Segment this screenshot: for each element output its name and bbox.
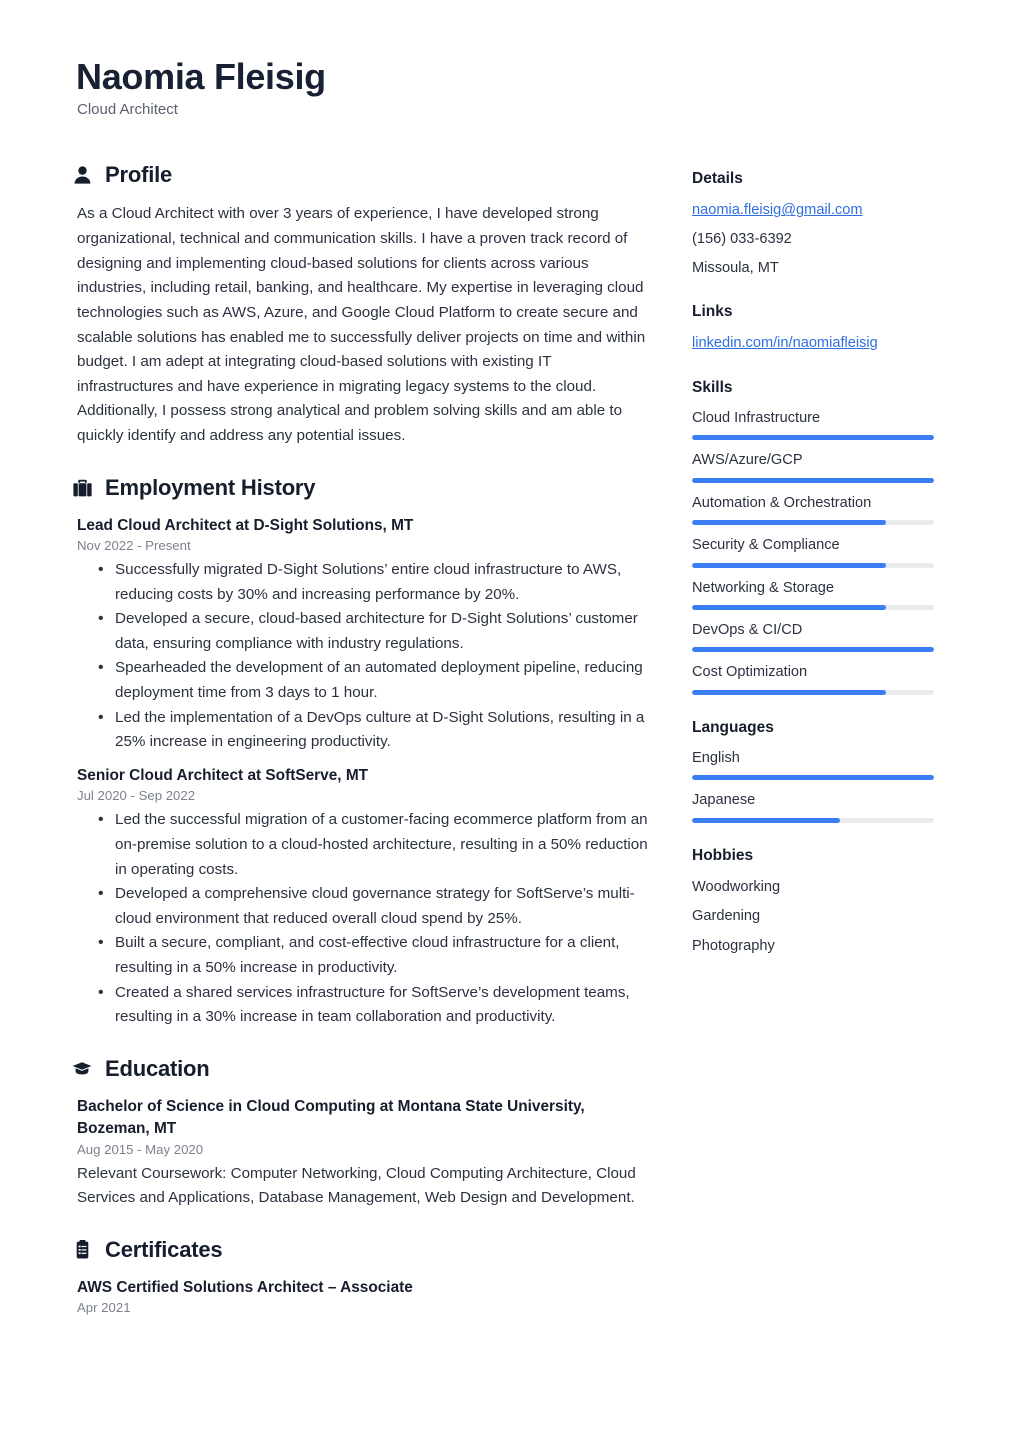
clipboard-icon [72,1239,92,1261]
section-profile [72,162,650,448]
skill-item [692,620,936,652]
profile-body [72,202,650,448]
skill-label: DevOps & CI/CD [692,621,803,638]
certificates-heading-row [72,1237,650,1263]
bullet-item: • Developed a comprehensive cloud governance strategy for SoftServe’s multi-cloud environment that reduced overall cloud spend by 25%. [115,882,650,931]
bullet-item: • Developed a secure, cloud-based architecture for D-Sight Solutions’ customer data, ensuring compliance with industry regulations. [115,607,650,656]
skill-level-fill [692,690,886,695]
skill-level-track [692,435,934,440]
candidate-job-title: Cloud Architect [77,101,178,119]
education-entry-date: Aug 2015 - May 2020 [77,1141,204,1157]
skill-label: Cloud Infrastructure [692,409,821,426]
employment-entry-bullets [77,558,650,755]
skill-level-track [692,690,934,695]
email-link[interactable]: naomia.fleisig@gmail.com [692,202,863,219]
bullet-item: • Built a secure, compliant, and cost-effective cloud infrastructure for a client, resulting in a 50% increase in productivity. [115,931,650,980]
employment-body [72,515,650,1030]
education-entry-description: Relevant Coursework: Computer Networking, Cloud Computing Architecture, Cloud Services and Applications, Database Management, Web Design and Development. [77,1164,636,1207]
languages-heading: Languages [692,718,774,736]
hobby-item: Photography [692,937,775,954]
language-label: English [692,749,740,766]
skill-item [692,408,936,440]
skill-level-fill [692,478,934,483]
skill-level-fill [692,435,934,440]
section-certificates [72,1237,650,1315]
skill-level-track [692,520,934,525]
education-entry-title: Bachelor of Science in Cloud Computing at Montana State University, Bozeman, MT [77,1097,585,1138]
certificate-entry [77,1277,650,1315]
skill-item [692,662,936,694]
skills-heading: Skills [692,378,733,396]
bullet-item: • Led the successful migration of a customer-facing ecommerce platform from an on-premise solution to a cloud-hosted architecture, resulting in a 50% reduction in operating costs. [115,808,650,882]
section-education [72,1056,650,1211]
certificates-heading: Certificates [105,1236,223,1262]
skill-label: Networking & Storage [692,579,834,596]
bullet-item: • Led the implementation of a DevOps culture at D-Sight Solutions, resulting in a 25% increase in engineering productivity. [115,706,650,755]
phone-text: (156) 033-6392 [692,231,792,247]
language-item [692,790,936,822]
skill-label: Automation & Orchestration [692,494,872,511]
sidebar-column [692,162,936,981]
employment-heading-row [72,475,650,501]
language-level-track [692,818,934,823]
employment-entry-title: Lead Cloud Architect at D-Sight Solutions, MT [77,516,414,534]
details-heading: Details [692,170,743,188]
skill-item [692,535,936,567]
skill-item [692,578,936,610]
resume-header [72,56,936,118]
user-icon [72,164,92,186]
skill-level-track [692,647,934,652]
skill-level-fill [692,563,886,568]
skill-level-track [692,478,934,483]
language-level-track [692,775,934,780]
hobby-item: Gardening [692,908,761,925]
resume-body [72,162,936,1341]
employment-entry-date: Jul 2020 - Sep 2022 [77,788,196,804]
sidebar-skills [692,379,936,695]
certificate-entry-date: Apr 2021 [77,1300,131,1316]
employment-entry [77,515,650,755]
skill-item [692,493,936,525]
skill-level-track [692,563,934,568]
candidate-name: Naomia Fleisig [76,56,326,97]
hobby-item: Woodworking [692,878,781,895]
main-column [72,162,650,1341]
language-label: Japanese [692,792,756,809]
links-heading: Links [692,303,733,321]
bullet-item: • Spearheaded the development of an automated deployment pipeline, reducing deployment time from 3 days to 1 hour. [115,656,650,705]
employment-heading: Employment History [105,474,316,500]
education-body [72,1096,650,1211]
skill-level-fill [692,647,934,652]
employment-entry-date: Nov 2022 - Present [77,537,191,553]
skill-level-fill [692,605,886,610]
sidebar-links [692,303,936,355]
linkedin-link[interactable]: linkedin.com/in/naomiafleisig [692,335,878,352]
graduation-cap-icon [72,1058,92,1080]
education-entry [77,1096,650,1211]
sidebar-hobbies [692,847,936,958]
language-item [692,748,936,780]
employment-entry [77,765,650,1030]
hobbies-heading: Hobbies [692,846,754,864]
skill-level-track [692,605,934,610]
sidebar-details [692,170,936,279]
skill-label: Security & Compliance [692,537,840,554]
profile-heading: Profile [105,162,173,188]
skill-label: Cost Optimization [692,664,808,681]
location-text: Missoula, MT [692,259,779,276]
education-heading: Education [105,1055,210,1081]
certificates-body [72,1277,650,1315]
section-employment [72,475,650,1030]
employment-entry-bullets [77,808,650,1030]
skill-label: AWS/Azure/GCP [692,452,803,469]
skill-level-fill [692,520,886,525]
certificate-entry-title: AWS Certified Solutions Architect – Associate [77,1278,413,1296]
briefcase-icon [72,477,92,499]
profile-heading-row [72,162,650,188]
language-level-fill [692,775,934,780]
bullet-item: • Successfully migrated D-Sight Solutions’ entire cloud infrastructure to AWS, reducing costs by 30% and increasing performance by 20%. [115,558,650,607]
skill-item [692,450,936,482]
bullet-item: • Created a shared services infrastructure for SoftServe’s development teams, resulting in a 30% increase in team collaboration and productivity. [115,981,650,1030]
profile-text: As a Cloud Architect with over 3 years of experience, I have developed strong organizational, technical and communication skills. I have a proven track record of designing and implementing cloud-based solutions for clients across various industries, including retail, banking, and healthcare. My expertise in leveraging cloud technologies such as AWS, Azure, and Google Cloud Platform to create secure and scalable solutions has enabled me to successfully deliver projects on time and within budget. I am adept at integrating cloud-based solutions with existing IT infrastructures and have experience in migrating legacy systems to the cloud. Additionally, I possess strong analytical and problem solving skills and am able to quickly identify and address any potential issues. [77,205,646,445]
sidebar-languages [692,719,936,823]
employment-entry-title: Senior Cloud Architect at SoftServe, MT [77,766,369,784]
education-heading-row [72,1056,650,1082]
language-level-fill [692,818,840,823]
